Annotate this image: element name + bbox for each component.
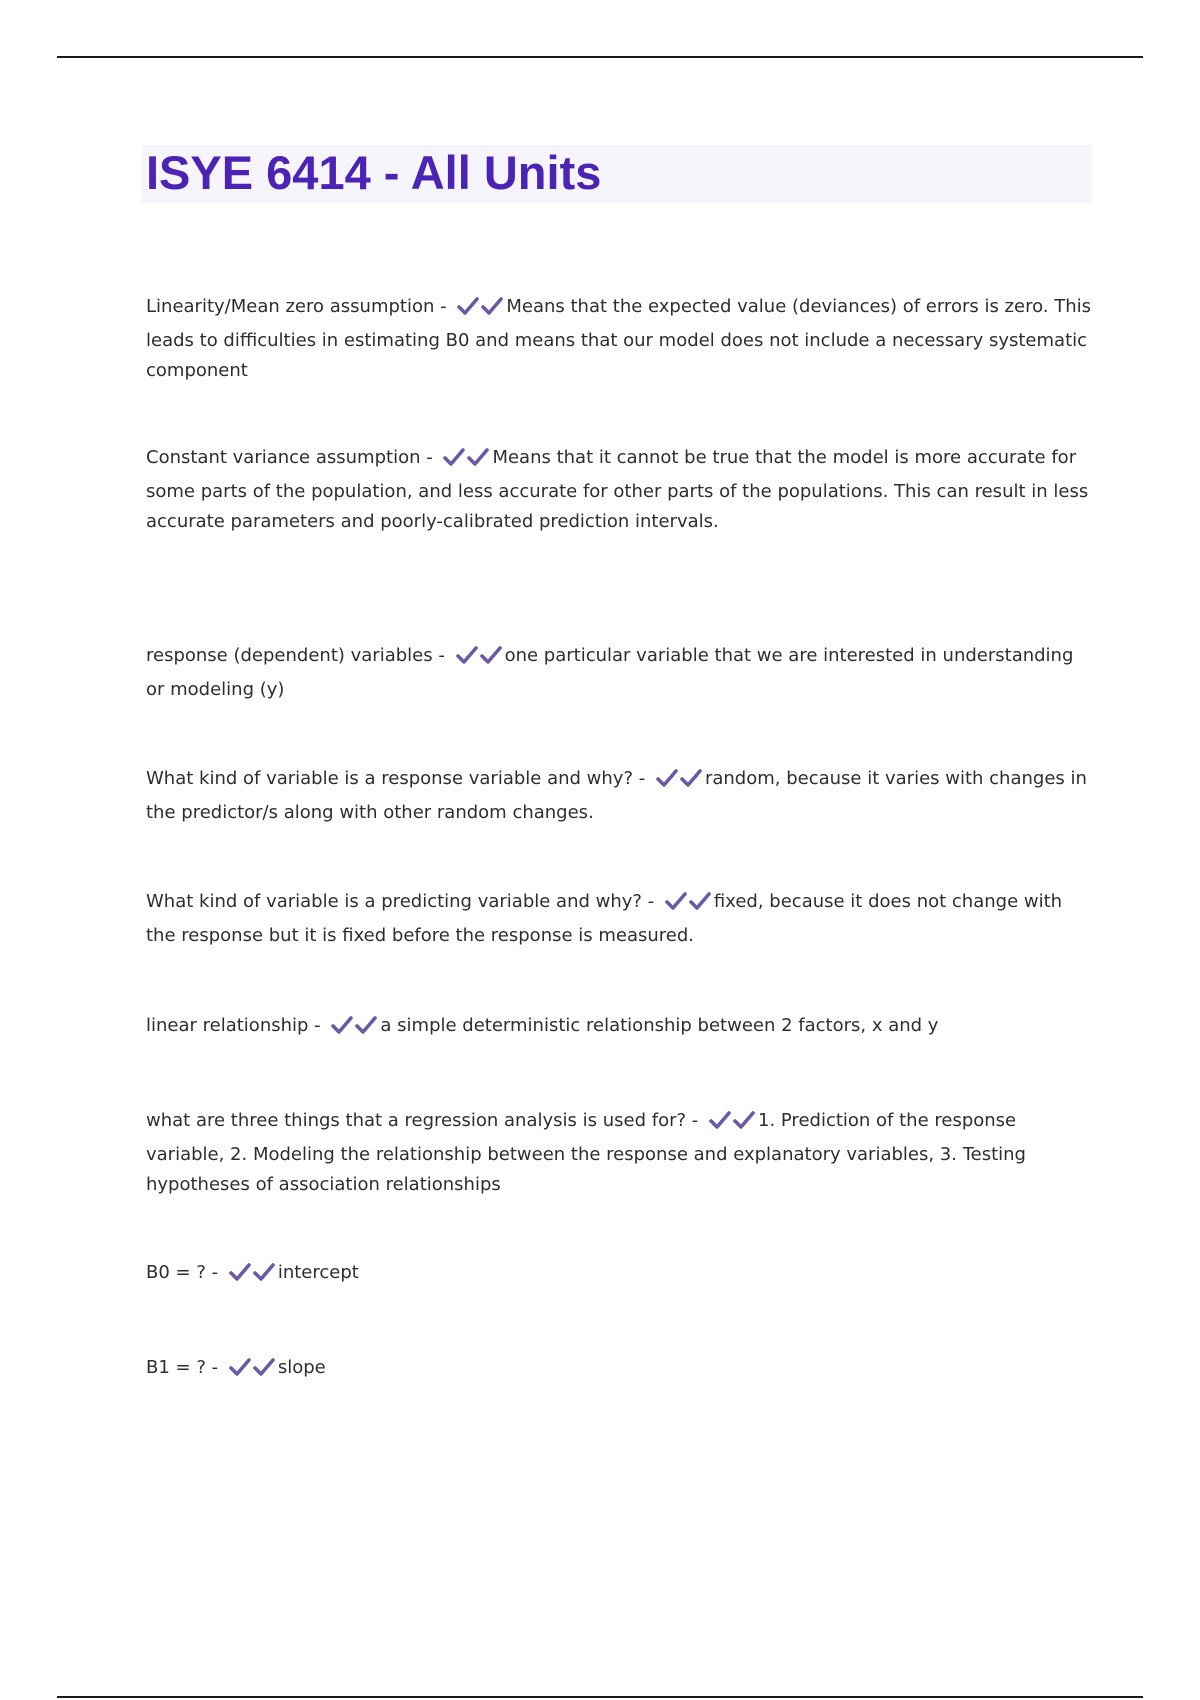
flashcard-entry bbox=[146, 292, 1091, 386]
entry-term: what are three things that a regression analysis is used for? bbox=[146, 1110, 687, 1131]
document-title: ISYE 6414 - All Units bbox=[146, 146, 602, 199]
entry-definition: one particular variable that we are interested in understanding or modeling (y) bbox=[146, 645, 1074, 700]
flashcard-entry bbox=[146, 443, 1091, 537]
entry-separator: - bbox=[420, 447, 439, 468]
top-rule bbox=[57, 56, 1143, 58]
double-check-icon bbox=[655, 768, 703, 798]
entry-separator: - bbox=[686, 1110, 704, 1131]
entry-term: response (dependent) variables bbox=[146, 645, 433, 666]
entry-term: B0 = ? bbox=[146, 1262, 206, 1283]
entry-separator: - bbox=[205, 1357, 224, 1378]
entry-definition: random, because it varies with changes in the predictor/s along with other random changes. bbox=[146, 768, 1087, 823]
double-check-icon bbox=[330, 1015, 378, 1045]
double-check-icon bbox=[455, 645, 503, 675]
entry-term: Linearity/Mean zero assumption bbox=[146, 296, 435, 317]
entry-separator: - bbox=[434, 296, 453, 317]
flashcard-entry bbox=[146, 1258, 1091, 1292]
entry-separator: - bbox=[641, 891, 660, 912]
flashcard-entry bbox=[146, 887, 1091, 951]
entry-term: B1 = ? bbox=[146, 1357, 206, 1378]
entry-separator: - bbox=[308, 1015, 327, 1036]
entry-definition: intercept bbox=[277, 1262, 359, 1283]
entry-term: linear relationship bbox=[146, 1015, 309, 1036]
flashcard-entry bbox=[146, 641, 1091, 705]
entry-definition: 1. Prediction of the response variable, 2. Modeling the relationship between the response and explanatory variables, 3. Testing hypotheses of association relationships bbox=[146, 1110, 1026, 1195]
double-check-icon bbox=[228, 1357, 276, 1387]
double-check-icon bbox=[708, 1110, 756, 1140]
entry-term: What kind of variable is a predicting variable and why? bbox=[146, 891, 642, 912]
bottom-rule bbox=[57, 1696, 1143, 1698]
entry-definition: Means that it cannot be true that the model is more accurate for some parts of the population, and less accurate for other parts of the populations. This can result in less accurate parameters and poorly-calibrated prediction intervals. bbox=[146, 447, 1089, 532]
entry-term: What kind of variable is a response variable and why? bbox=[146, 768, 633, 789]
double-check-icon bbox=[456, 296, 504, 326]
entry-term: Constant variance assumption bbox=[146, 447, 421, 468]
entry-definition: a simple deterministic relationship between 2 factors, x and y bbox=[380, 1015, 939, 1036]
flashcard-entry bbox=[146, 764, 1091, 828]
entry-definition: Means that the expected value (deviances) of errors is zero. This leads to difficulties in estimating B0 and means that our model does not include a necessary systematic component bbox=[146, 296, 1092, 381]
flashcard-entry bbox=[146, 1106, 1091, 1200]
entry-separator: - bbox=[432, 645, 451, 666]
double-check-icon bbox=[442, 447, 490, 477]
entry-definition: slope bbox=[277, 1357, 326, 1378]
double-check-icon bbox=[228, 1262, 276, 1292]
double-check-icon bbox=[664, 891, 712, 921]
entry-definition: fixed, because it does not change with the response but it is fixed before the response is measured. bbox=[146, 891, 1063, 946]
flashcard-entry bbox=[146, 1353, 1091, 1387]
entry-separator: - bbox=[205, 1262, 224, 1283]
flashcard-entry bbox=[146, 1011, 1091, 1045]
entry-separator: - bbox=[633, 768, 651, 789]
